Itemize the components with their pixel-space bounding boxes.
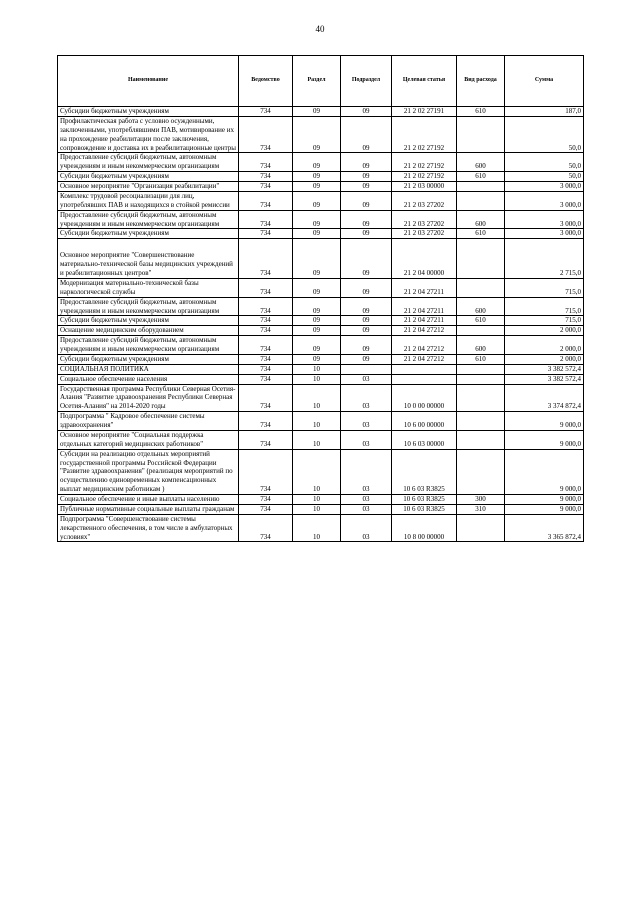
table-row xyxy=(58,430,584,449)
cell-vid: 600 xyxy=(457,297,505,316)
cell-razdel: 09 xyxy=(293,107,341,117)
cell-podrazdel: 03 xyxy=(341,504,392,514)
header-razdel: Раздел xyxy=(293,56,341,107)
cell-razdel: 10 xyxy=(293,384,341,412)
cell-cel: 10 6 00 00000 xyxy=(392,412,457,431)
cell-ved: 734 xyxy=(239,210,293,229)
cell-ved: 734 xyxy=(239,116,293,153)
cell-vid xyxy=(457,384,505,412)
table-row xyxy=(58,449,584,494)
cell-razdel: 09 xyxy=(293,326,341,336)
cell-ved: 734 xyxy=(239,336,293,355)
cell-ved: 734 xyxy=(239,354,293,364)
cell-vid xyxy=(457,514,505,542)
table-row xyxy=(58,316,584,326)
cell-podrazdel: 09 xyxy=(341,278,392,297)
cell-name: Основное мероприятие "Организация реабилитации" xyxy=(58,182,239,192)
cell-sum: 2 715,0 xyxy=(505,239,584,279)
cell-vid xyxy=(457,364,505,374)
cell-vid: 610 xyxy=(457,316,505,326)
cell-cel: 21 2 02 27192 xyxy=(392,172,457,182)
table-row xyxy=(58,495,584,505)
cell-razdel: 09 xyxy=(293,278,341,297)
cell-podrazdel: 09 xyxy=(341,336,392,355)
cell-ved: 734 xyxy=(239,153,293,172)
cell-name: СОЦИАЛЬНАЯ ПОЛИТИКА xyxy=(58,364,239,374)
cell-podrazdel xyxy=(341,364,392,374)
cell-cel: 10 6 03 00000 xyxy=(392,430,457,449)
header-vedomstvo: Ведомство xyxy=(239,56,293,107)
cell-ved: 734 xyxy=(239,278,293,297)
cell-sum: 3 382 572,4 xyxy=(505,364,584,374)
cell-ved: 734 xyxy=(239,449,293,494)
cell-razdel: 10 xyxy=(293,514,341,542)
table-row xyxy=(58,504,584,514)
cell-sum: 50,0 xyxy=(505,153,584,172)
cell-podrazdel: 09 xyxy=(341,172,392,182)
cell-vid: 310 xyxy=(457,504,505,514)
cell-cel: 21 2 03 27202 xyxy=(392,191,457,210)
cell-podrazdel: 09 xyxy=(341,116,392,153)
cell-name: Предоставление субсидий бюджетным, автономным учреждениям и иным некоммерческим организациям xyxy=(58,336,239,355)
budget-table xyxy=(57,55,584,542)
cell-vid xyxy=(457,412,505,431)
cell-name: Предоставление субсидий бюджетным, автономным учреждениям и иным некоммерческим организациям xyxy=(58,297,239,316)
cell-sum: 715,0 xyxy=(505,316,584,326)
cell-sum: 3 000,0 xyxy=(505,229,584,239)
cell-cel: 21 2 03 00000 xyxy=(392,182,457,192)
cell-razdel: 10 xyxy=(293,412,341,431)
cell-name: Государственная программа Республики Северная Осетия-Алания "Развитие здравоохранения Республики Северная Осетия-Алания" на 2014-2020 годы xyxy=(58,384,239,412)
cell-razdel: 10 xyxy=(293,504,341,514)
cell-vid: 610 xyxy=(457,107,505,117)
cell-name: Социальное обеспечение и иные выплаты населению xyxy=(58,495,239,505)
table-row xyxy=(58,326,584,336)
cell-sum: 50,0 xyxy=(505,172,584,182)
cell-ved: 734 xyxy=(239,107,293,117)
cell-ved: 734 xyxy=(239,430,293,449)
cell-sum: 9 000,0 xyxy=(505,449,584,494)
cell-razdel: 09 xyxy=(293,116,341,153)
cell-vid xyxy=(457,191,505,210)
cell-sum: 2 000,0 xyxy=(505,336,584,355)
cell-sum: 187,0 xyxy=(505,107,584,117)
cell-sum: 9 000,0 xyxy=(505,430,584,449)
cell-vid: 300 xyxy=(457,495,505,505)
cell-ved: 734 xyxy=(239,316,293,326)
cell-cel: 21 2 04 00000 xyxy=(392,239,457,279)
cell-razdel: 09 xyxy=(293,191,341,210)
cell-sum: 2 000,0 xyxy=(505,326,584,336)
cell-vid: 600 xyxy=(457,210,505,229)
cell-ved: 734 xyxy=(239,412,293,431)
cell-vid: 610 xyxy=(457,172,505,182)
cell-ved: 734 xyxy=(239,229,293,239)
cell-podrazdel: 09 xyxy=(341,229,392,239)
cell-podrazdel: 09 xyxy=(341,191,392,210)
cell-ved: 734 xyxy=(239,514,293,542)
table-row xyxy=(58,107,584,117)
cell-ved: 734 xyxy=(239,191,293,210)
cell-vid xyxy=(457,116,505,153)
cell-sum: 715,0 xyxy=(505,278,584,297)
cell-vid: 600 xyxy=(457,153,505,172)
table-row xyxy=(58,336,584,355)
cell-vid xyxy=(457,374,505,384)
cell-podrazdel: 03 xyxy=(341,449,392,494)
table-row xyxy=(58,210,584,229)
cell-vid: 610 xyxy=(457,229,505,239)
cell-vid xyxy=(457,326,505,336)
table-row xyxy=(58,514,584,542)
cell-sum: 9 000,0 xyxy=(505,504,584,514)
cell-podrazdel: 09 xyxy=(341,107,392,117)
cell-name: Подпрограмма "Совершенствование системы лекарственного обеспечения, в том числе в амбулаторных условиях" xyxy=(58,514,239,542)
cell-vid: 610 xyxy=(457,354,505,364)
cell-sum: 3 365 872,4 xyxy=(505,514,584,542)
cell-razdel: 10 xyxy=(293,364,341,374)
cell-ved: 734 xyxy=(239,384,293,412)
cell-razdel: 09 xyxy=(293,153,341,172)
cell-vid xyxy=(457,182,505,192)
cell-sum: 3 000,0 xyxy=(505,210,584,229)
cell-ved: 734 xyxy=(239,364,293,374)
table-header-row xyxy=(58,56,584,107)
cell-razdel: 10 xyxy=(293,495,341,505)
cell-podrazdel: 03 xyxy=(341,430,392,449)
cell-razdel: 09 xyxy=(293,336,341,355)
cell-sum: 2 000,0 xyxy=(505,354,584,364)
page-number: 40 xyxy=(315,24,325,34)
cell-name: Субсидии бюджетным учреждениям xyxy=(58,354,239,364)
cell-sum: 9 000,0 xyxy=(505,495,584,505)
cell-cel: 10 6 03 R3825 xyxy=(392,449,457,494)
cell-sum: 3 000,0 xyxy=(505,191,584,210)
cell-name: Модернизация материально-технической базы наркологической службы xyxy=(58,278,239,297)
cell-razdel: 09 xyxy=(293,210,341,229)
cell-sum: 3 374 872,4 xyxy=(505,384,584,412)
cell-sum: 9 000,0 xyxy=(505,412,584,431)
cell-ved: 734 xyxy=(239,182,293,192)
table-row xyxy=(58,229,584,239)
cell-podrazdel: 09 xyxy=(341,210,392,229)
table-row xyxy=(58,153,584,172)
table-row xyxy=(58,239,584,279)
cell-ved: 734 xyxy=(239,326,293,336)
table-row xyxy=(58,364,584,374)
cell-cel: 21 2 03 27202 xyxy=(392,229,457,239)
table-row xyxy=(58,384,584,412)
cell-razdel: 10 xyxy=(293,374,341,384)
cell-vid xyxy=(457,278,505,297)
cell-razdel: 09 xyxy=(293,172,341,182)
cell-podrazdel: 03 xyxy=(341,384,392,412)
cell-razdel: 09 xyxy=(293,316,341,326)
cell-podrazdel: 09 xyxy=(341,354,392,364)
cell-cel: 10 0 00 00000 xyxy=(392,384,457,412)
cell-name: Подпрограмма " Кадровое обеспечение системы здравоохранения" xyxy=(58,412,239,431)
table-row xyxy=(58,172,584,182)
table-row xyxy=(58,297,584,316)
cell-ved: 734 xyxy=(239,239,293,279)
cell-podrazdel: 03 xyxy=(341,495,392,505)
header-vid-rashoda: Вид расхода xyxy=(457,56,505,107)
cell-razdel: 09 xyxy=(293,229,341,239)
table-body xyxy=(58,107,584,542)
cell-ved: 734 xyxy=(239,297,293,316)
cell-name: Субсидии бюджетным учреждениям xyxy=(58,316,239,326)
cell-name: Социальное обеспечение населения xyxy=(58,374,239,384)
cell-name: Субсидии бюджетным учреждениям xyxy=(58,229,239,239)
header-name: Наименование xyxy=(58,56,239,107)
table-row xyxy=(58,182,584,192)
cell-vid xyxy=(457,449,505,494)
table-row xyxy=(58,412,584,431)
cell-name: Предоставление субсидий бюджетным, автономным учреждениям и иным некоммерческим организациям xyxy=(58,210,239,229)
cell-name: Основное мероприятие "Совершенствование материально-технической базы медицинских учреждений и реабилитационных центров" xyxy=(58,239,239,279)
cell-name: Предоставление субсидий бюджетным, автономным учреждениям и иным некоммерческим организациям xyxy=(58,153,239,172)
cell-vid xyxy=(457,239,505,279)
table-row xyxy=(58,116,584,153)
cell-podrazdel: 09 xyxy=(341,239,392,279)
cell-podrazdel: 03 xyxy=(341,374,392,384)
cell-ved: 734 xyxy=(239,172,293,182)
cell-vid xyxy=(457,430,505,449)
cell-razdel: 10 xyxy=(293,449,341,494)
cell-name: Комплекс трудовой ресоциализации для лиц, употреблявших ПАВ и находящихся в стойкой ремиссии xyxy=(58,191,239,210)
cell-cel: 10 6 03 R3825 xyxy=(392,504,457,514)
header-celevaya-statya: Целевая статья xyxy=(392,56,457,107)
cell-name: Субсидии бюджетным учреждениям xyxy=(58,172,239,182)
cell-podrazdel: 03 xyxy=(341,412,392,431)
cell-sum: 50,0 xyxy=(505,116,584,153)
header-summa: Сумма xyxy=(505,56,584,107)
cell-ved: 734 xyxy=(239,504,293,514)
cell-cel: 21 2 02 27192 xyxy=(392,116,457,153)
cell-razdel: 10 xyxy=(293,430,341,449)
cell-cel: 21 2 02 27191 xyxy=(392,107,457,117)
cell-razdel: 09 xyxy=(293,182,341,192)
cell-podrazdel: 09 xyxy=(341,316,392,326)
cell-podrazdel: 09 xyxy=(341,182,392,192)
cell-razdel: 09 xyxy=(293,297,341,316)
cell-name: Субсидии бюджетным учреждениям xyxy=(58,107,239,117)
cell-name: Публичные нормативные социальные выплаты гражданам xyxy=(58,504,239,514)
cell-name: Оснащение медицинским оборудованием xyxy=(58,326,239,336)
cell-cel: 21 2 03 27202 xyxy=(392,210,457,229)
cell-razdel: 09 xyxy=(293,354,341,364)
cell-name: Субсидии на реализацию отдельных мероприятий государственной программы Российской Федерации "Развитие здравоохранения" (реализация мероприятий по осуществлению единовременных компенсационных выплат медицинским работникам ) xyxy=(58,449,239,494)
cell-cel: 21 2 04 27212 xyxy=(392,336,457,355)
cell-razdel: 09 xyxy=(293,239,341,279)
cell-cel: 21 2 04 27211 xyxy=(392,316,457,326)
cell-podrazdel: 09 xyxy=(341,153,392,172)
cell-vid: 600 xyxy=(457,336,505,355)
cell-cel: 21 2 02 27192 xyxy=(392,153,457,172)
cell-name: Основное мероприятие "Социальная поддержка отдельных категорий медицинских работников" xyxy=(58,430,239,449)
cell-cel: 21 2 04 27211 xyxy=(392,278,457,297)
table-row xyxy=(58,354,584,364)
cell-cel: 21 2 04 27212 xyxy=(392,326,457,336)
table-row xyxy=(58,278,584,297)
cell-sum: 3 000,0 xyxy=(505,182,584,192)
cell-cel xyxy=(392,364,457,374)
table-row xyxy=(58,191,584,210)
cell-cel: 21 2 04 27212 xyxy=(392,354,457,364)
cell-cel: 10 8 00 00000 xyxy=(392,514,457,542)
cell-podrazdel: 03 xyxy=(341,514,392,542)
cell-cel xyxy=(392,374,457,384)
cell-podrazdel: 09 xyxy=(341,326,392,336)
cell-ved: 734 xyxy=(239,374,293,384)
cell-name: Профилактическая работа с условно осужденными, заключенными, употреблявшими ПАВ, мотивирование их на прохождение реабилитации после заключения, сопровождение и доставка их в реабилитационные центры xyxy=(58,116,239,153)
header-podrazdel: Подраздел xyxy=(341,56,392,107)
cell-ved: 734 xyxy=(239,495,293,505)
cell-cel: 21 2 04 27211 xyxy=(392,297,457,316)
cell-podrazdel: 09 xyxy=(341,297,392,316)
cell-cel: 10 6 03 R3825 xyxy=(392,495,457,505)
cell-sum: 3 382 572,4 xyxy=(505,374,584,384)
table-row xyxy=(58,374,584,384)
cell-sum: 715,0 xyxy=(505,297,584,316)
